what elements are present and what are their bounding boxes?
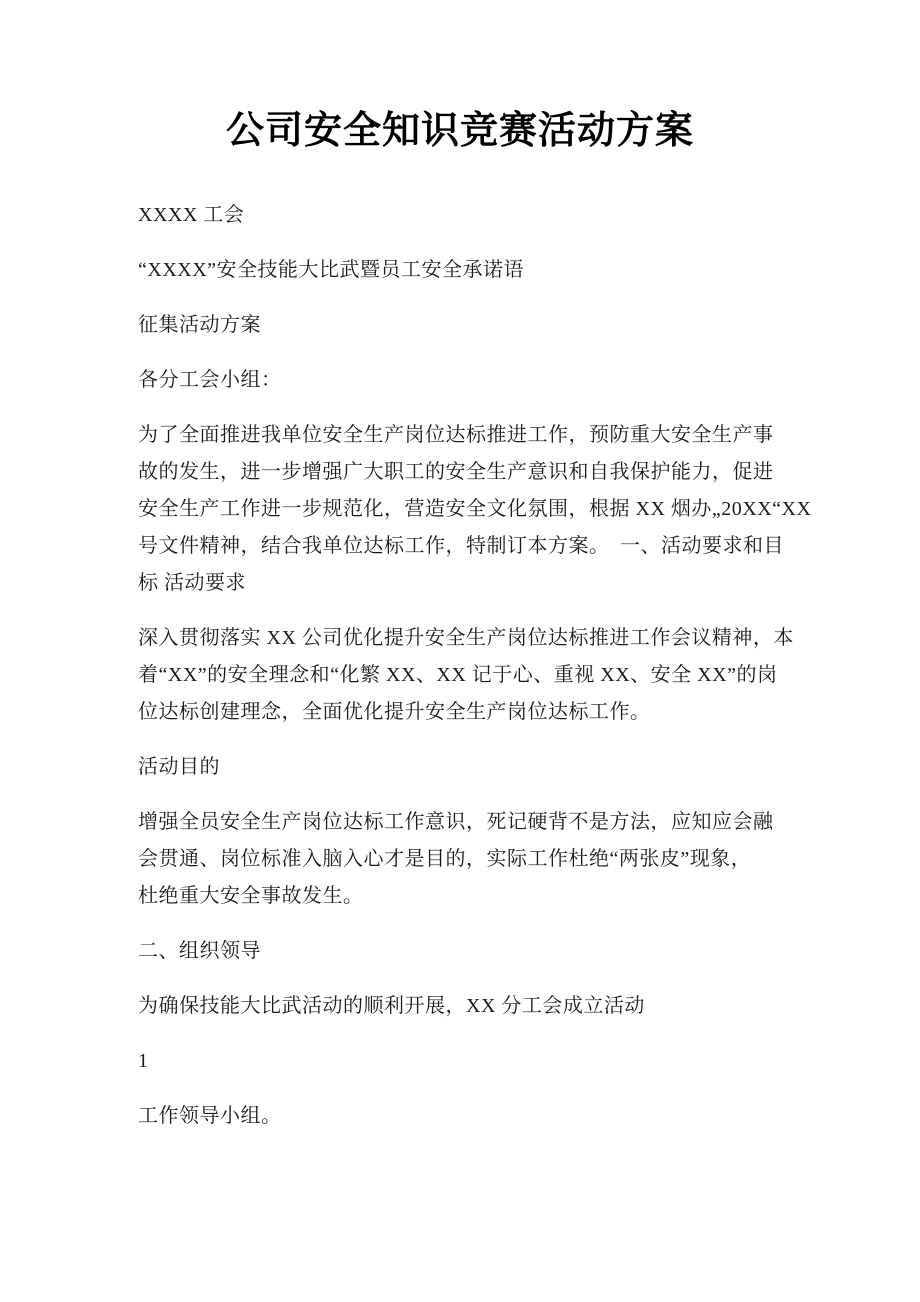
paragraph-line: 二、组织领导 bbox=[138, 940, 261, 962]
paragraph-line: 征集活动方案 bbox=[138, 314, 261, 336]
paragraph-line: 会贯通、岗位标准入脑入心才是目的，实际工作杜绝“两张皮”现象， bbox=[138, 848, 752, 870]
paragraph-line: 各分工会小组： bbox=[138, 369, 282, 391]
paragraph-line: 标 活动要求 bbox=[138, 572, 246, 594]
paragraph bbox=[138, 252, 800, 289]
paragraph-line: XXXX 工会 bbox=[138, 204, 245, 226]
paragraph-line: 为确保技能大比武活动的顺利开展，XX 分工会成立活动 bbox=[138, 995, 645, 1017]
paragraph-line: 着“XX”的安全理念和“化繁 XX、XX 记于心、重视 XX、安全 XX”的岗 bbox=[138, 664, 778, 686]
paragraph bbox=[138, 1098, 800, 1135]
document-title: 公司安全知识竞赛活动方案 bbox=[225, 110, 694, 152]
paragraph bbox=[138, 804, 800, 915]
paragraph-line: 故的发生，进一步增强广大职工的安全生产意识和自我保护能力，促进 bbox=[138, 461, 774, 483]
paragraph-line: “XXXX”安全技能大比武暨员工安全承诺语 bbox=[138, 259, 525, 281]
paragraph bbox=[138, 417, 812, 602]
paragraph-line: 位达标创建理念，全面优化提升安全生产岗位达标工作。 bbox=[138, 701, 651, 723]
paragraph-line: 安全生产工作进一步规范化，营造安全文化氛围，根据 XX 烟办„20XX“XX bbox=[138, 498, 812, 520]
paragraph-line: 工作领导小组。 bbox=[138, 1105, 282, 1127]
paragraph bbox=[138, 307, 800, 344]
paragraph bbox=[138, 1043, 800, 1080]
paragraph-line: 号文件精神，结合我单位达标工作，特制订本方案。 一、活动要求和目 bbox=[138, 535, 784, 557]
paragraph-line: 活动目的 bbox=[138, 756, 220, 778]
paragraph-line: 深入贯彻落实 XX 公司优化提升安全生产岗位达标推进工作会议精神，本 bbox=[138, 627, 794, 649]
paragraph bbox=[138, 988, 800, 1025]
paragraph-line: 为了全面推进我单位安全生产岗位达标推进工作，预防重大安全生产事 bbox=[138, 424, 774, 446]
paragraph bbox=[138, 933, 800, 970]
paragraph-line: 增强全员安全生产岗位达标工作意识，死记硬背不是方法，应知应会融 bbox=[138, 811, 774, 833]
paragraph-line: 1 bbox=[138, 1050, 149, 1072]
paragraph bbox=[138, 620, 800, 731]
paragraph bbox=[138, 749, 800, 786]
document-body bbox=[138, 197, 812, 1135]
paragraph-line: 杜绝重大安全事故发生。 bbox=[138, 885, 364, 907]
paragraph bbox=[138, 362, 800, 399]
paragraph bbox=[138, 197, 800, 234]
